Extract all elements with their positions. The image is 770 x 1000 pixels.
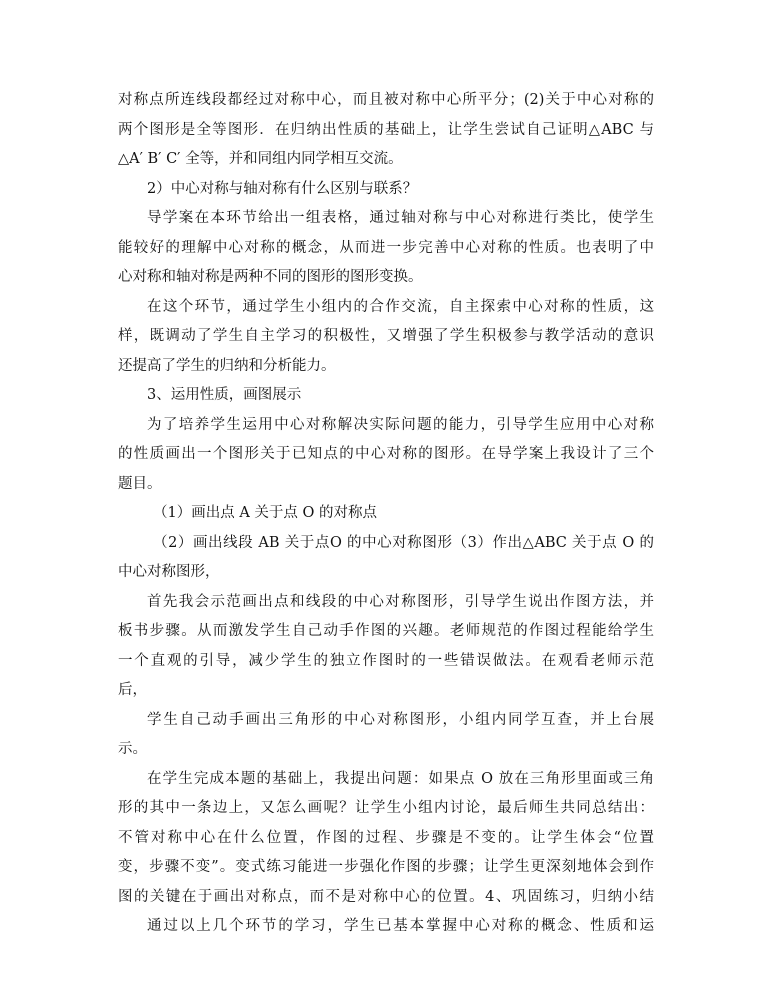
text-line: 后， <box>118 682 147 698</box>
text-line: 通过以上几个环节的学习，学生已基本掌握中心对称的概念、性质和运 <box>147 918 654 934</box>
text-line: 题目。 <box>118 475 162 492</box>
text-line: 在这个环节，通过学生小组内的合作交流，自主探索中心对称的性质，这 <box>147 298 654 315</box>
text-line: 中心对称图形， <box>118 564 220 580</box>
text-line: 不管对称中心在什么位置，作图的过程、步骤是不变的。让学生体会“位置 <box>118 829 654 846</box>
text-line: 示。 <box>118 741 147 757</box>
text-line: 学生自己动手画出三角形的中心对称图形，小组内同学互查，并上台展 <box>147 711 654 728</box>
exercise-item: （1）画出点 A 关于点 O 的对称点 <box>153 505 378 521</box>
text-line: 心对称和轴对称是两种不同的图形的图形变换。 <box>118 269 423 285</box>
text-line: 能较好的理解中心对称的概念，从而进一步完善中心对称的性质。也表明了中 <box>118 239 654 256</box>
text-line: 为了培养学生运用中心对称解决实际问题的能力，引导学生应用中心对称 <box>147 416 654 433</box>
text-line: 首先我会示范画出点和线段的中心对称图形，引导学生说出作图方法，并 <box>147 593 654 610</box>
section-subheading: 2）中心对称与轴对称有什么区别与联系？ <box>147 180 418 197</box>
exercise-item: （2）画出线段 AB 关于点O 的中心对称图形（3）作出△ABC 关于点 O 的 <box>153 534 654 551</box>
text-line: 两个图形是全等图形．在归纳出性质的基础上，让学生尝试自己证明△ABC 与 <box>118 121 654 138</box>
text-line: 形的其中一条边上，又怎么画呢？让学生小组内讨论，最后师生共同总结出： <box>118 800 654 816</box>
body-text <box>118 86 654 942</box>
text-line: 图的关键在于画出对称点，而不是对称中心的位置。4、巩固练习，归纳小结 <box>118 888 654 905</box>
text-line: 一个直观的引导，减少学生的独立作图时的一些错误做法。在观看老师示范 <box>118 652 654 669</box>
text-line: 样，既调动了学生自主学习的积极性，又增强了学生积极参与教学活动的意识 <box>118 328 654 344</box>
text-line: 的性质画出一个图形关于已知点的中心对称的图形。在导学案上我设计了三个 <box>118 446 654 462</box>
text-line: 还提高了学生的归纳和分析能力。 <box>118 357 336 374</box>
text-line: 对称点所连线段都经过对称中心，而且被对称中心所平分；(2)关于中心对称的 <box>118 92 654 108</box>
section-heading: 3、运用性质，画图展示 <box>147 387 302 403</box>
text-line: 板书步骤。从而激发学生自己动手作图的兴趣。老师规范的作图过程能给学生 <box>118 623 654 639</box>
text-line: △A′ B′ C′ 全等，并和同组内同学相互交流。 <box>118 151 403 167</box>
text-line: 在学生完成本题的基础上，我提出问题：如果点 O 放在三角形里面或三角 <box>147 770 654 787</box>
text-line: 导学案在本环节给出一组表格，通过轴对称与中心对称进行类比，使学生 <box>147 210 654 226</box>
text-line: 变，步骤不变”。变式练习能进一步强化作图的步骤；让学生更深刻地体会到作 <box>118 859 654 875</box>
